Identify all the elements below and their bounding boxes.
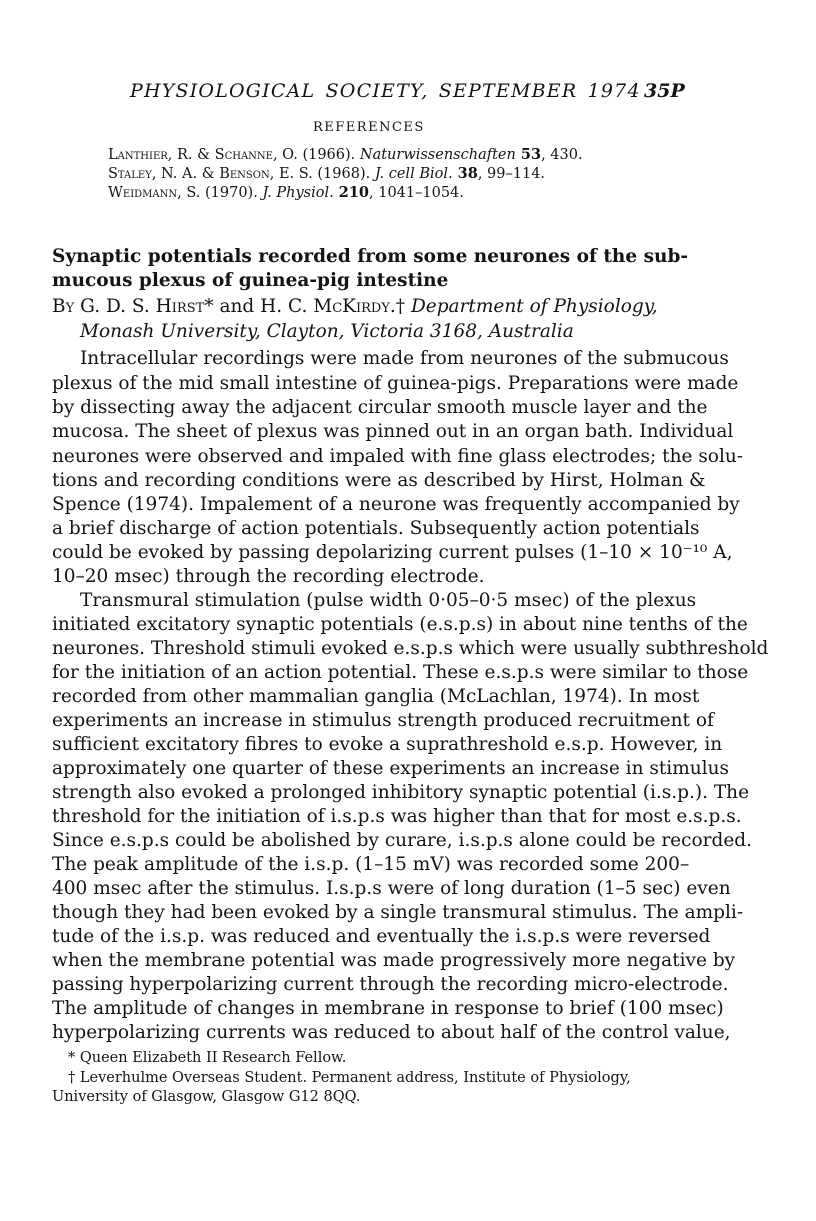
page-number: 35P — [644, 80, 685, 102]
paragraph-line: threshold for the initiation of i.s.p.s was higher than that for most e.s.p.s. — [52, 806, 742, 827]
paragraph-line: neurones were observed and impaled with fine glass electrodes; the solu- — [52, 446, 744, 467]
paragraph-line: The peak amplitude of the i.s.p. (1–15 mV) was recorded some 200– — [52, 854, 690, 875]
paragraph-line: 400 msec after the stimulus. I.s.p.s were of long duration (1–5 sec) even — [52, 878, 731, 899]
paragraph-line: Since e.s.p.s could be abolished by curare, i.s.p.s alone could be recorded. — [52, 830, 752, 851]
reference-item: Lanthier, R. & Schanne, O. (1966). Naturwissenschaften 53, 430. — [108, 146, 583, 163]
footnote: † Leverhulme Overseas Student. Permanent address, Institute of Physiology, — [68, 1070, 631, 1086]
running-head-title: PHYSIOLOGICAL SOCIETY, SEPTEMBER 1974 — [130, 80, 641, 102]
reference-item: Staley, N. A. & Benson, E. S. (1968). J. cell Biol. 38, 99–114. — [108, 165, 546, 182]
paragraph-line: though they had been evoked by a single transmural stimulus. The ampli- — [52, 902, 744, 923]
paragraph-line: sufficient excitatory fibres to evoke a suprathreshold e.s.p. However, in — [52, 734, 723, 755]
paragraph-line: Intracellular recordings were made from neurones of the submucous — [80, 348, 729, 369]
footnote-mark: † — [68, 1070, 76, 1086]
paragraph-line: mucosa. The sheet of plexus was pinned out in an organ bath. Individual — [52, 421, 734, 442]
paragraph-line: for the initiation of an action potential. These e.s.p.s were similar to those — [52, 662, 749, 683]
paragraph-line: approximately one quarter of these experiments an increase in stimulus — [52, 758, 730, 779]
references-heading: REFERENCES — [313, 120, 425, 135]
affiliation: Monash University, Clayton, Victoria 3168, Australia — [80, 321, 574, 342]
paragraph-line: recorded from other mammalian ganglia (McLachlan, 1974). In most — [52, 686, 700, 707]
paragraph-line: initiated excitatory synaptic potentials (e.s.p.s) in about nine tenths of the — [52, 614, 748, 635]
article-title-line: Synaptic potentials recorded from some neurones of the sub- — [52, 246, 689, 267]
paragraph-line: passing hyperpolarizing current through the recording micro-electrode. — [52, 974, 729, 995]
paragraph-line: strength also evoked a prolonged inhibitory synaptic potential (i.s.p.). The — [52, 782, 750, 803]
footnote-mark: * — [68, 1050, 76, 1066]
paragraph-line: The amplitude of changes in membrane in response to brief (100 msec) — [52, 998, 724, 1019]
paragraph-line: by dissecting away the adjacent circular smooth muscle layer and the — [52, 397, 708, 418]
paragraph-line: experiments an increase in stimulus strength produced recruitment of — [52, 710, 714, 731]
paragraph-line: Spence (1974). Impalement of a neurone was frequently accompanied by — [52, 494, 740, 515]
paragraph-line: tions and recording conditions were as described by Hirst, Holman & — [52, 470, 706, 491]
footnote-continuation: University of Glasgow, Glasgow G12 8QQ. — [52, 1089, 361, 1105]
paragraph-line: 10–20 msec) through the recording electrode. — [52, 566, 485, 587]
paragraph-line: a brief discharge of action potentials. Subsequently action potentials — [52, 518, 700, 539]
paragraph-line: plexus of the mid small intestine of guinea-pigs. Preparations were made — [52, 373, 739, 394]
paragraph-line: Transmural stimulation (pulse width 0·05–0·5 msec) of the plexus — [80, 590, 697, 611]
article-title-line: mucous plexus of guinea-pig intestine — [52, 270, 449, 291]
paragraph-line: tude of the i.s.p. was reduced and eventually the i.s.p.s were reversed — [52, 926, 711, 947]
paragraph-line: could be evoked by passing depolarizing current pulses (1–10 × 10⁻¹⁰ A, — [52, 542, 733, 563]
reference-item: Weidmann, S. (1970). J. Physiol. 210, 1041–1054. — [108, 184, 464, 201]
paragraph-line: hyperpolarizing currents was reduced to about half of the control value, — [52, 1022, 731, 1043]
footnote: * Queen Elizabeth II Research Fellow. — [68, 1050, 347, 1066]
byline: By G. D. S. Hirst* and H. C. McKirdy.† Department of Physiology, — [52, 296, 658, 317]
paragraph-line: when the membrane potential was made progressively more negative by — [52, 950, 736, 971]
paragraph-line: neurones. Threshold stimuli evoked e.s.p.s which were usually subthreshold — [52, 638, 769, 659]
